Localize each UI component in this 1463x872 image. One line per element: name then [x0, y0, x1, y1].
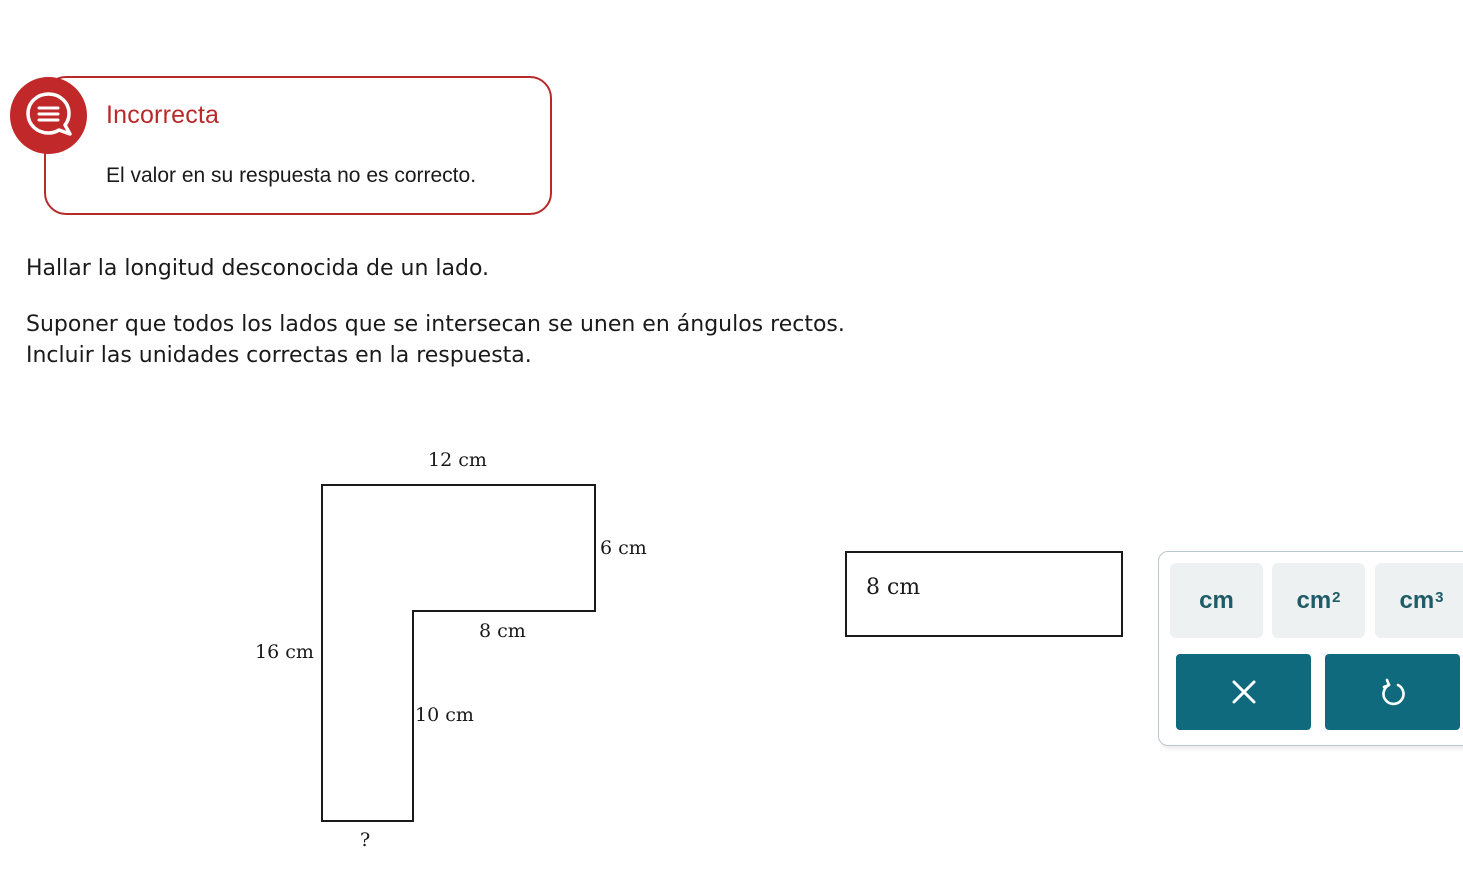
label-inner-vertical: 10 cm — [415, 704, 474, 726]
label-inner-horizontal: 8 cm — [479, 620, 526, 642]
unit-button-cm2[interactable] — [1272, 563, 1365, 638]
l-shape-outline — [322, 485, 595, 821]
clear-button[interactable] — [1176, 654, 1311, 730]
unit-exponent: 3 — [1435, 589, 1444, 606]
label-left: 16 cm — [255, 641, 314, 663]
label-right-upper: 6 cm — [600, 537, 647, 559]
answer-value: 8 cm — [866, 575, 921, 600]
label-bottom-unknown: ? — [360, 829, 371, 851]
unit-button-cm3[interactable] — [1375, 563, 1463, 638]
unit-base: cm — [1199, 586, 1234, 614]
undo-icon — [1378, 677, 1408, 707]
unit-button-cm[interactable] — [1170, 563, 1263, 638]
feedback-title: Incorrecta — [106, 101, 220, 129]
unit-exponent: 2 — [1332, 589, 1341, 606]
undo-button[interactable] — [1325, 654, 1460, 730]
clear-x-icon — [1230, 678, 1258, 706]
chat-bubble-icon — [10, 77, 87, 154]
l-shape-figure — [0, 430, 700, 860]
feedback-message: El valor en su respuesta no es correcto. — [106, 164, 477, 187]
unit-keypad — [1158, 551, 1463, 746]
label-top: 12 cm — [428, 449, 487, 471]
instruction-line-3: Incluir las unidades correctas en la respuesta. — [26, 343, 532, 368]
unit-base: cm — [1296, 586, 1332, 614]
instruction-line-2: Suponer que todos los lados que se intersecan se unen en ángulos rectos. — [26, 312, 845, 337]
feedback-panel — [44, 76, 552, 215]
answer-input[interactable] — [845, 551, 1123, 637]
instruction-line-1: Hallar la longitud desconocida de un lado. — [26, 256, 490, 281]
unit-base: cm — [1399, 586, 1435, 614]
